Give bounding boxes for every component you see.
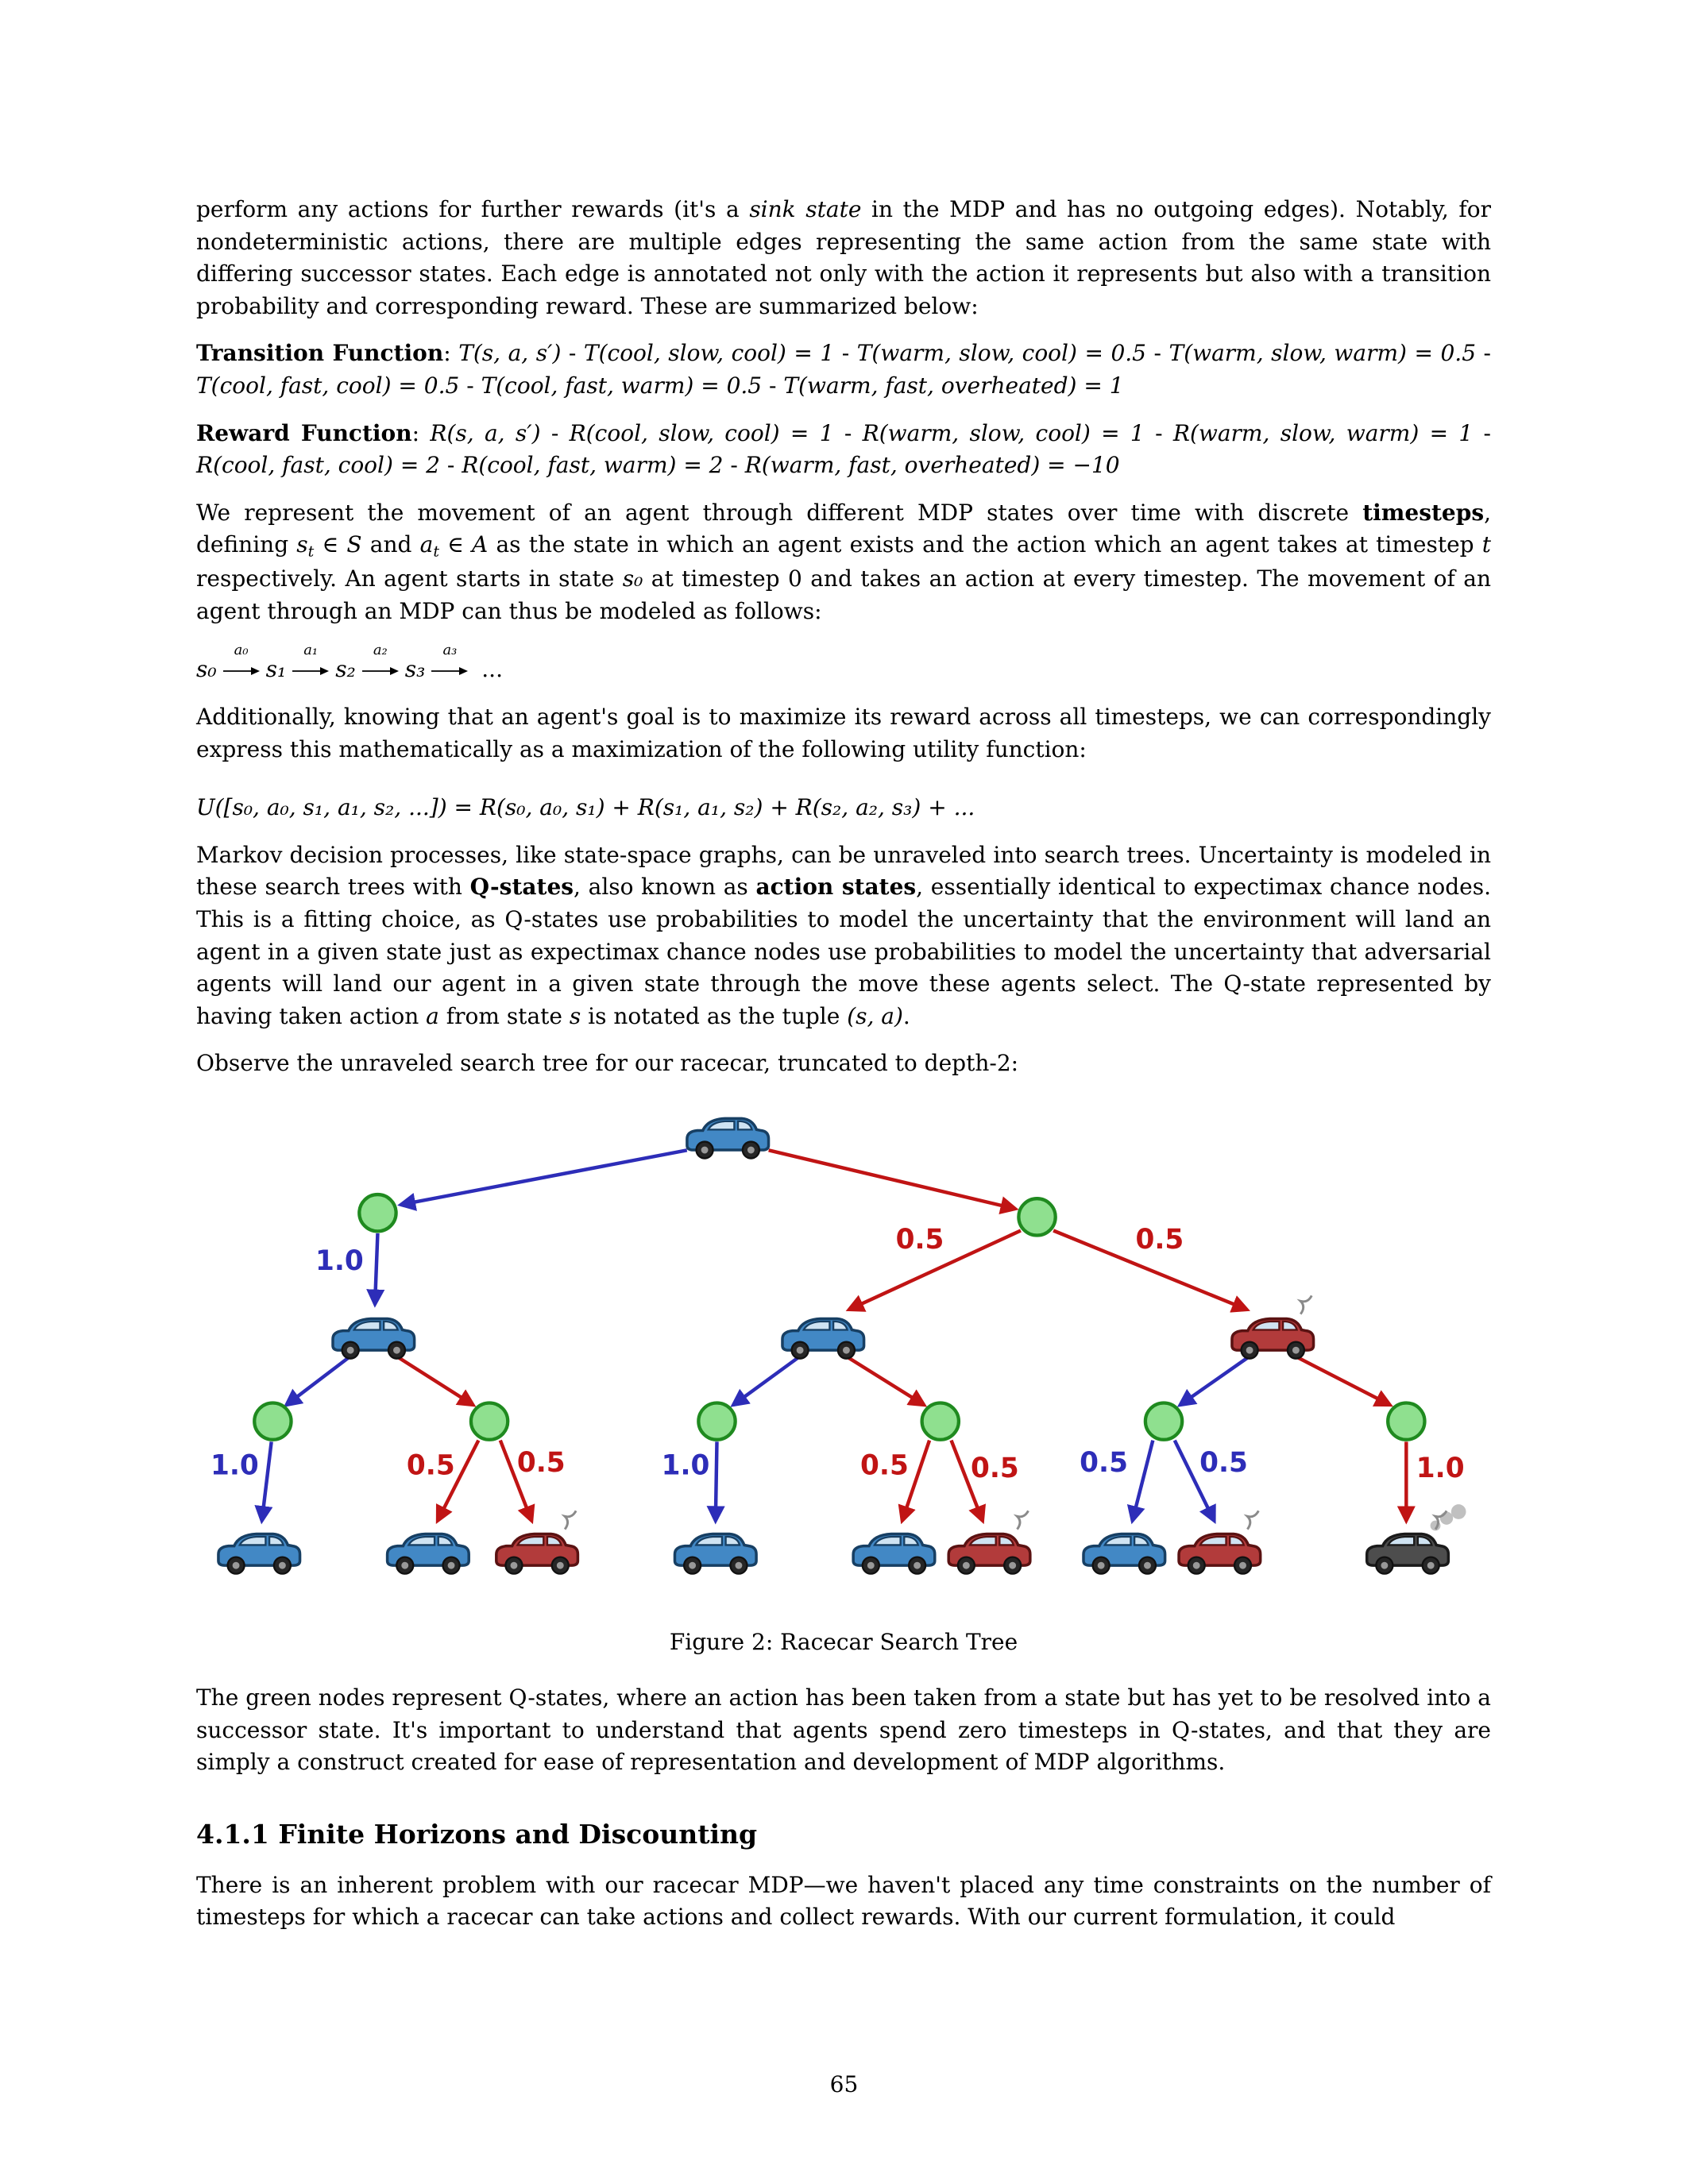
probability-label: 0.5 — [1199, 1447, 1248, 1480]
racecar-blue — [333, 1319, 415, 1359]
probability-label: 1.0 — [315, 1245, 364, 1278]
labeled-transition-arrow: a₂ — [362, 654, 399, 686]
page-number: 65 — [829, 2071, 859, 2097]
section-heading-finite-horizons: 4.1.1 Finite Horizons and Discounting — [196, 1818, 758, 1850]
racecar-red — [1232, 1295, 1314, 1358]
probability-label: 0.5 — [1135, 1223, 1184, 1256]
tree-edge — [1175, 1441, 1248, 1521]
probability-label: 1.0 — [661, 1449, 710, 1482]
probability-label: 0.5 — [970, 1452, 1019, 1484]
tree-edge — [1297, 1357, 1390, 1405]
tree-edge — [733, 1357, 798, 1405]
q-state-node — [698, 1403, 735, 1439]
q-state-node — [471, 1403, 508, 1439]
tree-edge — [848, 1357, 924, 1405]
page-content — [196, 194, 1491, 1949]
labeled-transition-arrow: a₃ — [431, 654, 468, 686]
tree-edge — [287, 1357, 350, 1405]
labeled-transition-arrow: a₀ — [223, 654, 260, 686]
racecar-blue — [218, 1534, 300, 1573]
equation-utility-function: U([s₀, a₀, s₁, a₁, s₂, ...]) = R(s₀, a₀, s₁) + R(s₁, a₁, s₂) + R(s₂, a₂, s₃) + ... — [196, 794, 975, 821]
racecar-blue — [853, 1534, 935, 1573]
probability-label: 0.5 — [1080, 1447, 1128, 1480]
probability-label: 1.0 — [1416, 1452, 1465, 1484]
racecar-blue — [1083, 1534, 1165, 1573]
tree-edge — [849, 1224, 1021, 1310]
tree-edge — [769, 1150, 1015, 1209]
tree-edge — [407, 1441, 478, 1521]
q-state-node — [254, 1403, 291, 1439]
equation-state-trajectory: s₀ a₀ s₁ a₁ s₂ a₂ s₃ a₃ ... — [196, 642, 1491, 686]
racecar-blue — [388, 1534, 469, 1573]
racecar-blue — [782, 1319, 864, 1359]
probability-label: 0.5 — [860, 1449, 909, 1482]
racecar-red — [1179, 1511, 1261, 1573]
tree-edge — [1180, 1357, 1249, 1405]
racecar-red — [496, 1511, 578, 1573]
paragraph-timesteps: We represent the movement of an agent through different MDP states over time with discrete timesteps, defining st ∈ S and at ∈ A as the state in which an agent exists and the action which an agent takes at timestep t respectively. An agent starts in state s₀ at timestep 0 and takes an action at every timestep. The movement of an agent through an MDP can thus be modeled as follows: — [196, 499, 1492, 624]
probability-label: 0.5 — [406, 1449, 455, 1482]
tree-edge — [398, 1357, 473, 1405]
racecar-search-tree-figure — [196, 1104, 1491, 1611]
tree-edge — [500, 1441, 566, 1521]
tree-edge — [951, 1441, 1018, 1521]
paragraph-observe-tree: Observe the unraveled search tree for our racecar, truncated to depth-2: — [196, 1050, 1019, 1077]
tree-edge — [662, 1441, 717, 1520]
smoke-puff-icon — [1440, 1511, 1453, 1524]
tree-edge — [1080, 1441, 1153, 1521]
probability-label: 0.5 — [516, 1447, 566, 1480]
labeled-transition-arrow: a₁ — [292, 654, 329, 686]
paragraph-utility-intro: Additionally, knowing that an agent's goal is to maximize its reward across all timesteps, we can correspondingly express this mathematically as a maximization of the following utility function: — [196, 704, 1491, 762]
racecar-red — [948, 1511, 1030, 1573]
tree-edge — [315, 1233, 377, 1304]
q-state-node — [1018, 1198, 1055, 1235]
paragraph-reward-function: Reward Function: R(s, a, s′) - R(cool, slow, cool) = 1 - R(warm, slow, cool) = 1 - R(warm, slow, warm) = 1 - R(cool, fast, cool) = 2 - R(cool, fast, warm) = 2 - R(warm, fast, overheated) = −10 — [196, 419, 1492, 479]
paragraph-green-nodes: The green nodes represent Q-states, where an action has been taken from a state but has yet to be resolved into a successor state. It's important to understand that agents spend zero timesteps in Q-states, and that they are simply a construct created for ease of representation and development of MDP algorithms. — [196, 1684, 1491, 1776]
damage-squiggle-icon — [1300, 1295, 1311, 1314]
tree-edge — [1053, 1224, 1247, 1310]
probability-label: 0.5 — [895, 1223, 944, 1256]
tree-edge — [211, 1441, 272, 1520]
damage-squiggle-icon — [1247, 1511, 1258, 1529]
paragraph-transition-function: Transition Function: T(s, a, s′) - T(cool, slow, cool) = 1 - T(warm, slow, cool) = 0.5 - T(warm, slow, warm) = 0.5 - T(cool, fast, cool) = 0.5 - T(cool, fast, warm) = 0.5 - T(warm, fast, overheated) = 1 — [196, 340, 1492, 399]
q-state-node — [1145, 1403, 1182, 1439]
smoke-puff-icon — [1451, 1504, 1466, 1519]
paragraph-sink-state: perform any actions for further rewards (it's a sink state in the MDP and has no outgoing edges). Notably, for nondeterministic actions, there are multiple edges representing the same action from the same state with differing successor states. Each edge is annotated not only with the action it represents but also with a transition probability and corresponding reward. These are summarized below: — [196, 196, 1492, 319]
racecar-black — [1367, 1504, 1466, 1573]
q-state-node — [922, 1403, 959, 1439]
racecar-tree-svg — [196, 1104, 1491, 1601]
figure-caption: Figure 2: Racecar Search Tree — [669, 1628, 1018, 1655]
probability-label: 1.0 — [210, 1449, 259, 1482]
damage-squiggle-icon — [1017, 1511, 1028, 1529]
q-state-node — [359, 1194, 396, 1231]
tree-edge — [860, 1441, 929, 1521]
paragraph-qstates: Markov decision processes, like state-space graphs, can be unraveled into search trees. Uncertainty is modeled in these search trees with Q-states, also known as action states, essentially identical to expectimax chance nodes. This is a fitting choice, as Q-states use probabilities to model the uncertainty that the environment will land an agent in a given state just as expectimax chance nodes use probabilities to model the uncertainty that adversarial agents will land our agent in a given state through the move these agents select. The Q-state represented by having taken action a from state s is notated as the tuple (s, a). — [196, 841, 1491, 1029]
paragraph-horizon-problem: There is an inherent problem with our racecar MDP—we haven't placed any time constraints on the number of timesteps for which a racecar can take actions and collect rewards. With our current formulation, it could — [196, 1871, 1491, 1931]
q-state-node — [1388, 1403, 1424, 1439]
racecar-blue — [687, 1118, 769, 1158]
tree-edge — [401, 1150, 687, 1205]
racecar-blue — [674, 1534, 756, 1573]
damage-squiggle-icon — [565, 1511, 576, 1529]
